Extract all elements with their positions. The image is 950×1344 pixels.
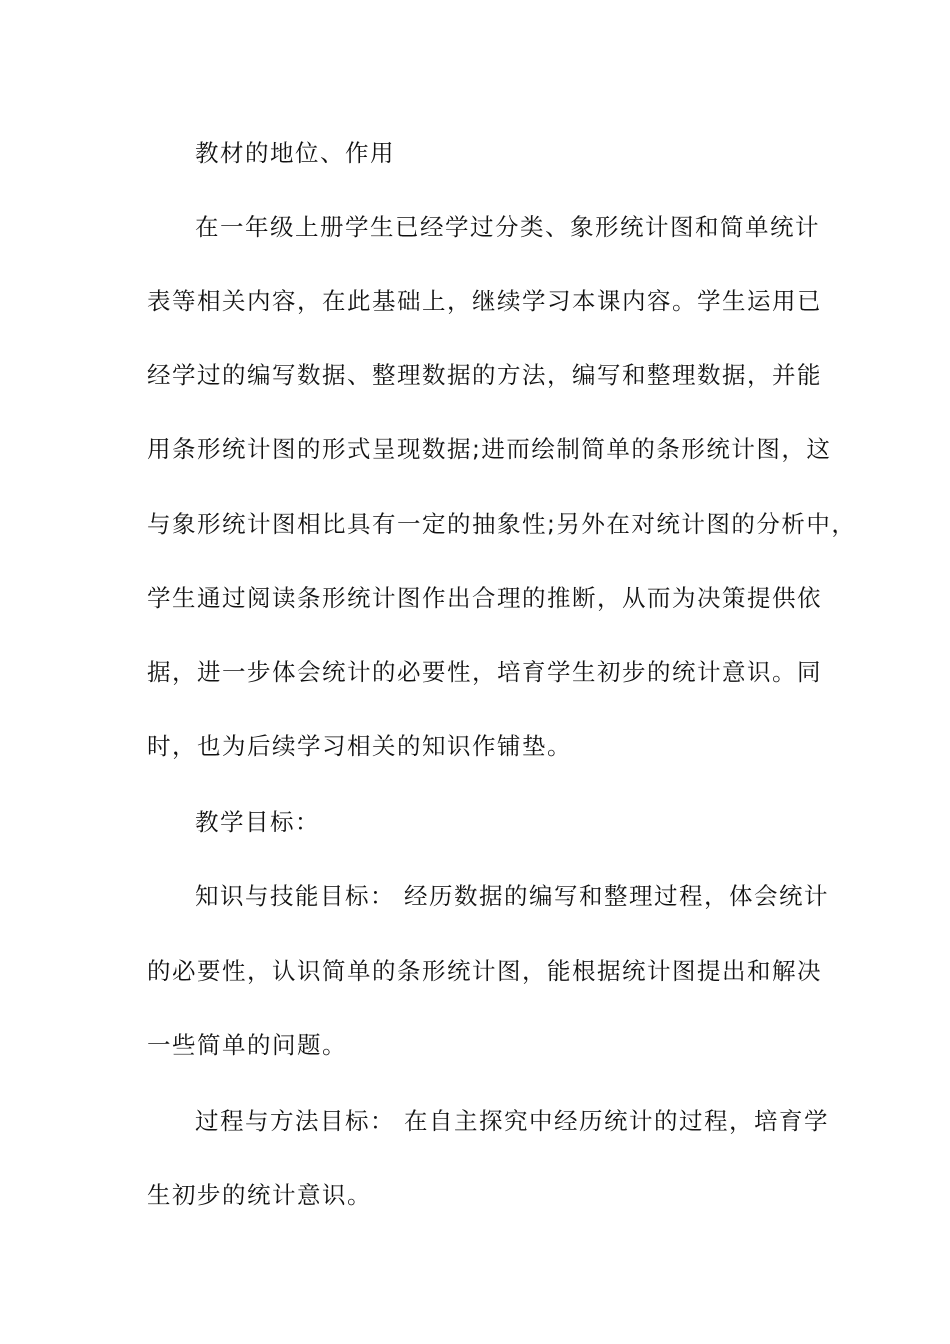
paragraph-line: 过程与方法目标： 在自主探究中经历统计的过程，培育学 — [195, 1107, 829, 1135]
paragraph-line: 知识与技能目标： 经历数据的编写和整理过程，体会统计 — [195, 882, 829, 910]
paragraph-line: 据，进一步体会统计的必要性，培育学生初步的统计意识。同 — [147, 658, 822, 686]
paragraph-line: 用条形统计图的形式呈现数据;进而绘制简单的条形统计图，这 — [147, 435, 832, 463]
paragraph-line: 时，也为后续学习相关的知识作铺垫。 — [147, 732, 572, 760]
goals-heading: 教学目标： — [195, 808, 320, 836]
paragraph-line: 的必要性，认识简单的条形统计图，能根据统计图提出和解决 — [147, 957, 822, 985]
paragraph-line: 表等相关内容，在此基础上，继续学习本课内容。学生运用已 — [147, 287, 822, 315]
section-heading: 教材的地位、作用 — [195, 139, 395, 167]
paragraph-line: 经学过的编写数据、整理数据的方法，编写和整理数据，并能 — [147, 361, 822, 389]
paragraph-line: 与象形统计图相比具有一定的抽象性;另外在对统计图的分析中， — [147, 510, 857, 538]
paragraph-line: 在一年级上册学生已经学过分类、象形统计图和简单统计 — [195, 213, 820, 241]
paragraph-line: 生初步的统计意识。 — [147, 1181, 372, 1209]
paragraph-line: 一些简单的问题。 — [147, 1031, 347, 1059]
paragraph-line: 学生通过阅读条形统计图作出合理的推断，从而为决策提供依 — [147, 584, 822, 612]
